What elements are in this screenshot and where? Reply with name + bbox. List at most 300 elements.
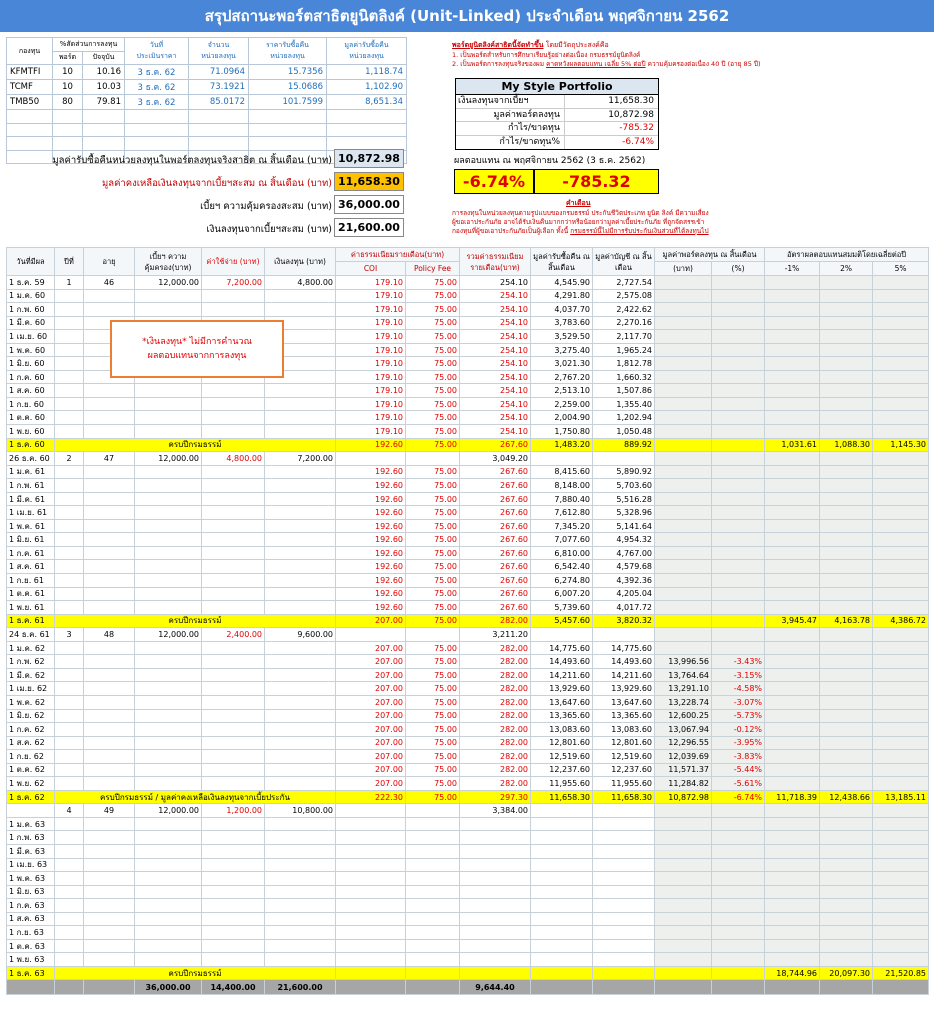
- cell-account: 1,507.86: [593, 384, 655, 398]
- cell-total-fee: 254.10: [460, 384, 531, 398]
- cell-redeem: 3,275.40: [531, 343, 593, 357]
- cell-return-2: [820, 452, 873, 466]
- cell-redeem: 2,513.10: [531, 384, 593, 398]
- cell-invest: [265, 411, 336, 425]
- cell-return-1: [765, 397, 820, 411]
- cell-policy-fee: [406, 885, 460, 899]
- cell-policy-fee: 75.00: [406, 370, 460, 384]
- cell-account: 13,929.60: [593, 682, 655, 696]
- table-row: [7, 804, 929, 818]
- fund-cell: [327, 123, 407, 137]
- cell-invest: 10,800.00: [265, 804, 336, 818]
- cell-return-1: [765, 330, 820, 344]
- cell-age: [84, 763, 135, 777]
- cell-return-2: [820, 370, 873, 384]
- purpose-line-2: 2. เป็นพอร์ตการลงทุนจริงของผม คาดหวังผลตอบแทน เฉลี่ย 5% ต่อปี ความคุ้มครองต่อเนื่อง 40 ปี (อายุ 85 ปี): [452, 60, 761, 68]
- table-row: [7, 899, 929, 913]
- cell-invest: [265, 858, 336, 872]
- cell-portfolio-value: [655, 804, 712, 818]
- cell-total-fee: 282.00: [460, 668, 531, 682]
- cell-return-1: [765, 560, 820, 574]
- table-row: [7, 763, 929, 777]
- cell-return-3: [873, 628, 929, 642]
- fund-cell: [249, 123, 327, 137]
- cell-portfolio-value: [655, 519, 712, 533]
- cell-date: 1 ม.ค. 60: [7, 289, 55, 303]
- cell-portfolio-value: [655, 953, 712, 967]
- col-redeem: มูลค่ารับซื้อคืน ณ สิ้นเดือน: [531, 248, 593, 276]
- cell-coi: 207.00: [336, 777, 406, 791]
- cell-redeem: [531, 939, 593, 953]
- cell-coverage: [135, 506, 202, 520]
- fund-cell: 1,118.74: [327, 65, 407, 80]
- cell-coi: [336, 899, 406, 913]
- cell-account: 4,954.32: [593, 533, 655, 547]
- cell-return-1: [765, 668, 820, 682]
- cell-date: 1 ส.ค. 63: [7, 912, 55, 926]
- cell-date: 1 เม.ย. 61: [7, 506, 55, 520]
- cell-return-1: [765, 899, 820, 913]
- cell-return-2: [820, 777, 873, 791]
- cell-return-1: [765, 777, 820, 791]
- cell-return-3: [873, 289, 929, 303]
- cell-account: [593, 966, 655, 980]
- fund-cell: 3 ธ.ค. 62: [125, 65, 189, 80]
- cell-portfolio-value: 13,996.56: [655, 655, 712, 669]
- cell-portfolio-pct: [712, 831, 765, 845]
- cell-portfolio-value: [655, 384, 712, 398]
- col-coverage: เบี้ยฯ ความคุ้มครอง(บาท): [135, 248, 202, 276]
- fund-row: [7, 80, 407, 95]
- cell-portfolio-pct: -3.07%: [712, 695, 765, 709]
- cell-date: 1 พ.ค. 63: [7, 872, 55, 886]
- cell-total-fee: 282.00: [460, 682, 531, 696]
- cell-invest: [265, 506, 336, 520]
- cell-return-1: [765, 303, 820, 317]
- cell-return-1: [765, 276, 820, 290]
- investment-note-line-2: ผลตอบแทนจากการลงทุน: [147, 351, 247, 361]
- cell-return-1: [765, 885, 820, 899]
- cell-redeem: [531, 872, 593, 886]
- table-row: [7, 546, 929, 560]
- cell-portfolio-pct: [712, 425, 765, 439]
- cell-total-fee: 282.00: [460, 736, 531, 750]
- cell-portfolio-value: [655, 858, 712, 872]
- cell-return-3: [873, 574, 929, 588]
- warning-line-1: การลงทุนในหน่วยลงทุนตามรูปแบบของกรมธรรม์ ประกันชีวิตประเภท ยูนิต ลิงค์ มีความเสี่ยง: [452, 209, 709, 217]
- cell-return-1: [765, 641, 820, 655]
- cell-year: 4: [55, 804, 84, 818]
- cell-expense: [202, 899, 265, 913]
- cell-portfolio-value: [655, 357, 712, 371]
- cell-policy-fee: 75.00: [406, 384, 460, 398]
- cell-total-fee: 267.60: [460, 438, 531, 452]
- fund-cell: 80: [53, 95, 83, 110]
- cell-redeem: [531, 885, 593, 899]
- cell-account: 2,270.16: [593, 316, 655, 330]
- cell-account: [593, 804, 655, 818]
- cell-policy-fee: 75.00: [406, 655, 460, 669]
- page-title: สรุปสถานะพอร์ตสาธิตยูนิตลิงค์ (Unit-Linked) ประจำเดือน พฤศจิกายน 2562: [0, 0, 934, 32]
- cell-portfolio-pct: [712, 370, 765, 384]
- cell-expense: [202, 411, 265, 425]
- cell-return-3: [873, 844, 929, 858]
- cell-expense: 4,800.00: [202, 452, 265, 466]
- cell-expense: [202, 682, 265, 696]
- cell-portfolio-value: 11,571.37: [655, 763, 712, 777]
- cell-coverage: [135, 574, 202, 588]
- cell-coi: [336, 885, 406, 899]
- cell-portfolio-value: 13,228.74: [655, 695, 712, 709]
- cell-expense: [202, 492, 265, 506]
- cell-portfolio-value: 11,284.82: [655, 777, 712, 791]
- cell-coi: 192.60: [336, 465, 406, 479]
- cell-portfolio-value: [655, 966, 712, 980]
- total-fee: 9,644.40: [460, 980, 531, 995]
- cell-coverage: [135, 601, 202, 615]
- cell-return-3: [873, 343, 929, 357]
- cell-account: 13,365.60: [593, 709, 655, 723]
- table-row: [7, 655, 929, 669]
- cell-coverage: [135, 723, 202, 737]
- cell-invest: 9,600.00: [265, 628, 336, 642]
- investment-note-box: [110, 320, 284, 378]
- cell-date: 1 ก.ค. 63: [7, 899, 55, 913]
- warning-line-3: กองทุนที่ผู้ขอเอาประกันภัยเป็นผู้เลือก ทั้งนี้ กรมธรรม์นี้ไม่มีการรับประกันเงินส่วนที่ได้ลงทุนไป: [452, 227, 709, 235]
- cell-total-fee: [460, 912, 531, 926]
- fund-cell: 3 ธ.ค. 62: [125, 95, 189, 110]
- cell-age: [84, 397, 135, 411]
- cell-age: [84, 926, 135, 940]
- cell-coi: 207.00: [336, 709, 406, 723]
- cell-portfolio-value: [655, 343, 712, 357]
- cell-date: 1 ก.ย. 62: [7, 750, 55, 764]
- cell-redeem: 7,612.80: [531, 506, 593, 520]
- cell-year: [55, 384, 84, 398]
- cell-total-fee: 254.10: [460, 303, 531, 317]
- cell-return-3: [873, 926, 929, 940]
- cell-expense: [202, 736, 265, 750]
- cell-coi: 192.60: [336, 479, 406, 493]
- cell-age: [84, 682, 135, 696]
- cell-date: 1 มี.ค. 61: [7, 492, 55, 506]
- cell-redeem: 14,211.60: [531, 668, 593, 682]
- cell-account: 1,812.78: [593, 357, 655, 371]
- cell-policy-fee: [406, 858, 460, 872]
- cell-coi: [336, 966, 406, 980]
- cell-return-3: [873, 899, 929, 913]
- cell-return-2: [820, 885, 873, 899]
- cell-redeem: 12,519.60: [531, 750, 593, 764]
- cell-age: [84, 953, 135, 967]
- fund-cell: [83, 123, 125, 137]
- cell-redeem: 2,004.90: [531, 411, 593, 425]
- cell-coi: [336, 953, 406, 967]
- cell-total-fee: 282.00: [460, 641, 531, 655]
- cell-date: 1 ธ.ค. 62: [7, 790, 55, 804]
- cell-age: [84, 641, 135, 655]
- cell-return-3: [873, 953, 929, 967]
- cell-invest: [265, 736, 336, 750]
- cell-age: [84, 844, 135, 858]
- cell-return-3: [873, 479, 929, 493]
- cell-return-2: [820, 939, 873, 953]
- cell-expense: 2,400.00: [202, 628, 265, 642]
- cell-coi: [336, 912, 406, 926]
- table-row: [7, 939, 929, 953]
- cell-expense: [202, 574, 265, 588]
- cell-coi: [336, 926, 406, 940]
- cell-date: 1 ธ.ค. 63: [7, 966, 55, 980]
- cell-return-2: [820, 912, 873, 926]
- cell-redeem: 6,810.00: [531, 546, 593, 560]
- cell-coi: [336, 872, 406, 886]
- cell-policy-fee: 75.00: [406, 546, 460, 560]
- cell-invest: [265, 912, 336, 926]
- cell-coverage: 12,000.00: [135, 628, 202, 642]
- cell-redeem: 11,955.60: [531, 777, 593, 791]
- cell-coi: 207.00: [336, 750, 406, 764]
- fund-cell: [125, 137, 189, 151]
- cell-coi: 207.00: [336, 723, 406, 737]
- cell-redeem: [531, 953, 593, 967]
- cell-portfolio-value: [655, 817, 712, 831]
- cell-account: [593, 953, 655, 967]
- cell-coi: [336, 817, 406, 831]
- cell-account: 4,579.68: [593, 560, 655, 574]
- cell-return-1: [765, 817, 820, 831]
- cell-return-3: [873, 370, 929, 384]
- cell-portfolio-value: [655, 546, 712, 560]
- cell-expense: [202, 506, 265, 520]
- cell-total-fee: 267.60: [460, 479, 531, 493]
- cell-invest: [265, 425, 336, 439]
- cell-return-2: [820, 574, 873, 588]
- cell-total-fee: [460, 953, 531, 967]
- cell-invest: [265, 939, 336, 953]
- cell-expense: [202, 926, 265, 940]
- cell-year: [55, 533, 84, 547]
- cell-policy-fee: 75.00: [406, 465, 460, 479]
- cell-coi: [336, 628, 406, 642]
- cell-coi: 192.60: [336, 587, 406, 601]
- cell-return-3: [873, 695, 929, 709]
- col-fee-group: ค่าธรรมเนียมรายเดือน(บาท): [336, 248, 460, 262]
- cell-return-2: [820, 546, 873, 560]
- cell-policy-fee: 75.00: [406, 560, 460, 574]
- cell-year: [55, 303, 84, 317]
- cell-year: [55, 695, 84, 709]
- cell-coverage: [135, 750, 202, 764]
- cell-policy-fee: [406, 817, 460, 831]
- cell-policy-fee: 75.00: [406, 330, 460, 344]
- cell-account: [593, 831, 655, 845]
- cell-account: 5,328.96: [593, 506, 655, 520]
- cell-portfolio-pct: [712, 885, 765, 899]
- cell-total-fee: [460, 817, 531, 831]
- cell-invest: [265, 289, 336, 303]
- cell-age: [84, 709, 135, 723]
- cell-total-fee: 3,384.00: [460, 804, 531, 818]
- cell-return-2: [820, 641, 873, 655]
- cell-invest: [265, 384, 336, 398]
- fund-cell: TMB50: [7, 95, 53, 110]
- cell-year: [55, 939, 84, 953]
- cell-year: [55, 750, 84, 764]
- summary-value-redeem: 10,872.98: [334, 149, 404, 168]
- cell-invest: 4,800.00: [265, 276, 336, 290]
- cell-coi: 192.60: [336, 519, 406, 533]
- cell-invest: [265, 492, 336, 506]
- cell-portfolio-value: [655, 479, 712, 493]
- fund-cell: 10: [53, 80, 83, 95]
- total-coverage: 36,000.00: [135, 980, 202, 995]
- fund-cell: [327, 110, 407, 124]
- summary-label-redeem: มูลค่ารับซื้อคืนหน่วยลงทุนในพอร์ตลงทุนจริงสาธิต ณ สิ้นเดือน (บาท): [52, 155, 332, 166]
- cell-coverage: [135, 533, 202, 547]
- cell-coverage: [135, 709, 202, 723]
- total-invest: 21,600.00: [265, 980, 336, 995]
- cell-invest: [265, 709, 336, 723]
- cell-coi: 192.60: [336, 506, 406, 520]
- fund-cell: 85.0172: [189, 95, 249, 110]
- cell-coverage: [135, 912, 202, 926]
- cell-total-fee: 254.10: [460, 411, 531, 425]
- cell-total-fee: [460, 844, 531, 858]
- cell-return-2: [820, 736, 873, 750]
- cell-return-3: [873, 723, 929, 737]
- cell-coverage: 12,000.00: [135, 276, 202, 290]
- cell-coverage: [135, 777, 202, 791]
- cell-redeem: [531, 628, 593, 642]
- cell-account: 12,519.60: [593, 750, 655, 764]
- cell-age: 47: [84, 452, 135, 466]
- cell-return-2: [820, 750, 873, 764]
- cell-portfolio-value: 13,764.64: [655, 668, 712, 682]
- table-row: [7, 817, 929, 831]
- cell-policy-fee: 75.00: [406, 397, 460, 411]
- cell-coverage: [135, 560, 202, 574]
- cell-return-3: [873, 519, 929, 533]
- cell-year: [55, 492, 84, 506]
- cell-coi: [336, 804, 406, 818]
- cell-portfolio-value: 13,067.94: [655, 723, 712, 737]
- cell-return-2: [820, 303, 873, 317]
- cell-account: 2,117.70: [593, 330, 655, 344]
- fund-header-port: พอร์ต: [53, 51, 83, 65]
- cell-coi: 207.00: [336, 668, 406, 682]
- col-date: วันที่มีผล: [7, 248, 55, 276]
- cell-year: [55, 479, 84, 493]
- cell-year: [55, 574, 84, 588]
- cell-redeem: [531, 831, 593, 845]
- cell-year: [55, 763, 84, 777]
- table-row: [7, 844, 929, 858]
- cell-year: [55, 641, 84, 655]
- cell-return-1: [765, 425, 820, 439]
- cell-return-2: [820, 357, 873, 371]
- cell-return-1: [765, 357, 820, 371]
- cell-expense: [202, 695, 265, 709]
- cell-portfolio-value: [655, 587, 712, 601]
- cell-redeem: 6,007.20: [531, 587, 593, 601]
- cell-redeem: 12,801.60: [531, 736, 593, 750]
- cell-return-2: [820, 479, 873, 493]
- cell-total-fee: 254.10: [460, 357, 531, 371]
- table-row: [7, 682, 929, 696]
- cell-portfolio-value: [655, 397, 712, 411]
- cell-policy-fee: 75.00: [406, 425, 460, 439]
- cell-expense: [202, 763, 265, 777]
- cell-total-fee: 254.10: [460, 289, 531, 303]
- cell-coverage: [135, 939, 202, 953]
- cell-coverage: [135, 411, 202, 425]
- cell-expense: [202, 872, 265, 886]
- cell-account: 1,202.94: [593, 411, 655, 425]
- cell-redeem: 8,148.00: [531, 479, 593, 493]
- cell-coi: [336, 831, 406, 845]
- cell-total-fee: [460, 926, 531, 940]
- cell-coverage: [135, 289, 202, 303]
- cell-account: 5,703.60: [593, 479, 655, 493]
- investment-note-line-1: *เงินลงทุน* ไม่มีการคำนวณ: [142, 337, 252, 347]
- cell-coverage: [135, 384, 202, 398]
- cell-total-fee: 282.00: [460, 750, 531, 764]
- cell-account: [593, 926, 655, 940]
- cell-account: 5,516.28: [593, 492, 655, 506]
- fund-row: [7, 137, 407, 151]
- cell-year: [55, 587, 84, 601]
- fund-cell: TCMF: [7, 80, 53, 95]
- cell-account: 14,775.60: [593, 641, 655, 655]
- cell-invest: [265, 601, 336, 615]
- cell-redeem: 12,237.60: [531, 763, 593, 777]
- cell-coverage: 12,000.00: [135, 452, 202, 466]
- return-amt: -785.32: [534, 169, 659, 194]
- cell-coi: 207.00: [336, 614, 406, 628]
- cell-return-3: [873, 316, 929, 330]
- cell-total-fee: 282.00: [460, 655, 531, 669]
- cell-return-2: [820, 587, 873, 601]
- cell-account: 2,727.54: [593, 276, 655, 290]
- cell-portfolio-pct: -5.44%: [712, 763, 765, 777]
- cell-expense: [202, 303, 265, 317]
- cell-coi: [336, 939, 406, 953]
- cell-coi: 179.10: [336, 276, 406, 290]
- cell-portfolio-pct: [712, 641, 765, 655]
- cell-portfolio-pct: [712, 479, 765, 493]
- cell-account: 1,965.24: [593, 343, 655, 357]
- cell-age: [84, 574, 135, 588]
- cell-year: [55, 723, 84, 737]
- table-row: [7, 872, 929, 886]
- cell-expense: [202, 953, 265, 967]
- cell-date: 1 ก.ย. 60: [7, 397, 55, 411]
- cell-expense: [202, 465, 265, 479]
- cell-invest: [265, 655, 336, 669]
- cell-return-2: [820, 628, 873, 642]
- total-expense: 14,400.00: [202, 980, 265, 995]
- cell-coi: 192.60: [336, 533, 406, 547]
- cell-date: 1 ธ.ค. 59: [7, 276, 55, 290]
- return-label: ผลตอบแทน ณ พฤศจิกายน 2562 (3 ธ.ค. 2562): [454, 156, 646, 166]
- cell-redeem: 14,775.60: [531, 641, 593, 655]
- cell-redeem: 13,647.60: [531, 695, 593, 709]
- cell-invest: [265, 465, 336, 479]
- fund-cell: [125, 123, 189, 137]
- cell-year: [55, 370, 84, 384]
- cell-age: 49: [84, 804, 135, 818]
